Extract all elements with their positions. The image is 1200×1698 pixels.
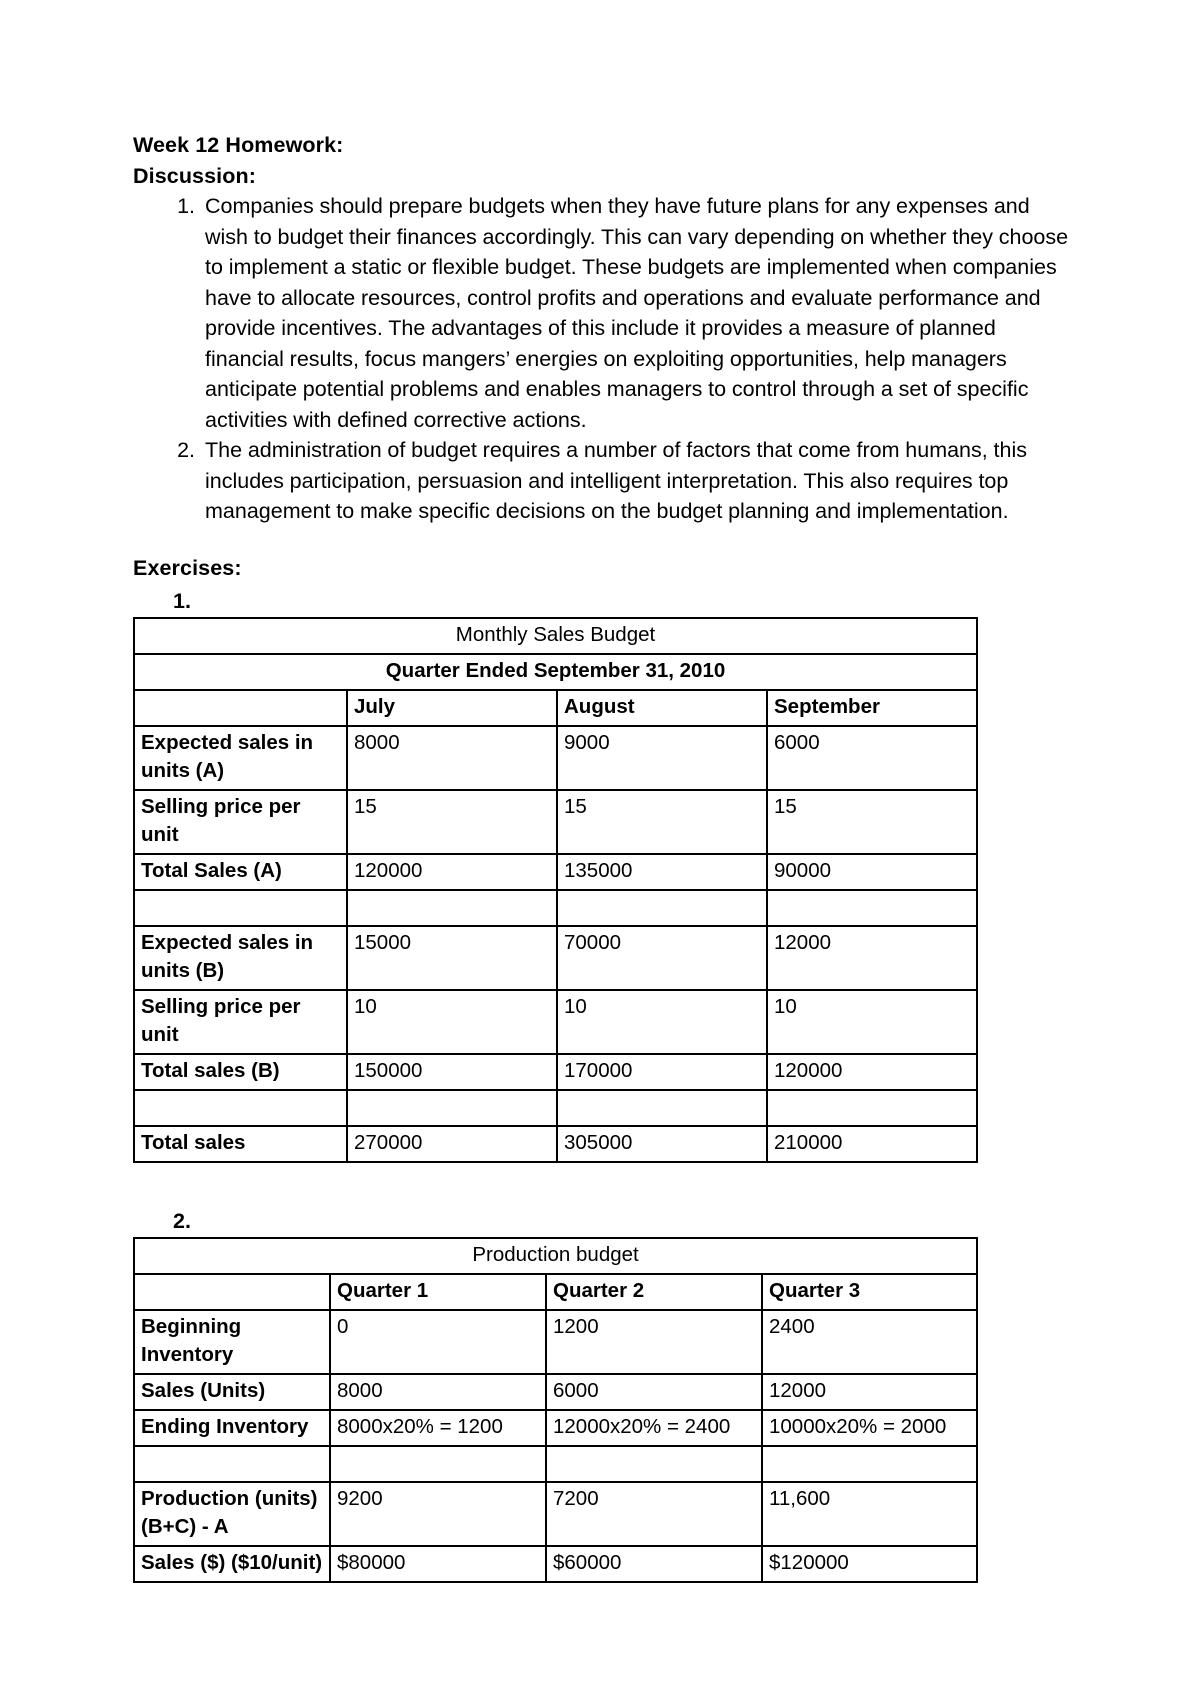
row-label: Expected sales in units (A) [134,726,347,790]
table-header-row [134,690,977,726]
row-value: $80000 [330,1546,546,1582]
table-row [134,726,977,790]
row-value: 70000 [557,926,767,990]
row-value: 15000 [347,926,557,990]
discussion-list [133,191,1075,527]
row-value: 120000 [347,854,557,890]
row-value: 6000 [546,1374,762,1410]
row-label [134,890,347,926]
row-value [347,890,557,926]
row-label: Selling price per unit [134,990,347,1054]
row-value: 6000 [767,726,977,790]
row-label: Selling price per unit [134,790,347,854]
list-item-number: 1. [177,194,195,218]
table-subtitle: Quarter Ended September 31, 2010 [134,654,977,690]
row-value: $120000 [762,1546,977,1582]
exercises-heading: Exercises: [133,555,242,580]
list-item-text: The administration of budget requires a number of factors that come from humans, this includes participation, persuasion and intelligent interpretation. This also requires top management to make specific decisions on the budget planning and implementation. [205,438,1027,523]
table-row [134,1126,977,1162]
row-value [557,1090,767,1126]
production-budget-table [133,1237,978,1583]
table-title: Monthly Sales Budget [134,618,977,654]
column-header-quarter-1: Quarter 1 [330,1274,546,1310]
row-value: 210000 [767,1126,977,1162]
row-value: 270000 [347,1126,557,1162]
table-spacer-row [134,890,977,926]
row-value: 10 [557,990,767,1054]
table-spacer-row [134,1090,977,1126]
column-header-quarter-3: Quarter 3 [762,1274,977,1310]
row-value: 1200 [546,1310,762,1374]
row-value: 10 [767,990,977,1054]
table-row [134,1374,977,1410]
row-value: 12000x20% = 2400 [546,1410,762,1446]
list-item [133,435,1075,527]
table-row [134,1482,977,1546]
row-label: Expected sales in units (B) [134,926,347,990]
list-item-number: 2. [177,438,195,462]
row-value: 120000 [767,1054,977,1090]
row-value: 8000x20% = 1200 [330,1410,546,1446]
document-body [133,130,1075,1583]
row-label: Sales ($) ($10/unit) [134,1546,330,1582]
list-item-text: Companies should prepare budgets when they have future plans for any expenses and wish to budget their finances accordingly. This can vary depending on whether they choose to implement a static or flexible budget. These budgets are implemented when companies have to allocate resources, control profits and operations and evaluate performance and provide incentives. The advantages of this include it provides a measure of planned financial results, focus mangers’ energies on exploiting opportunities, help managers anticipate potential problems and enables managers to control through a set of specific activities with defined corrective actions. [205,194,1069,432]
table-title: Production budget [134,1238,977,1274]
table-row [134,1546,977,1582]
row-label: Production (units) (B+C) - A [134,1482,330,1546]
table-row [134,926,977,990]
row-value: 15 [347,790,557,854]
row-value [767,1090,977,1126]
row-label [134,1446,330,1482]
row-value: 0 [330,1310,546,1374]
table-row [134,854,977,890]
row-value: 12000 [767,926,977,990]
row-value: 90000 [767,854,977,890]
row-value: 10 [347,990,557,1054]
column-header-blank [134,1274,330,1310]
spacer [133,527,1075,553]
row-label: Beginning Inventory [134,1310,330,1374]
row-value: 12000 [762,1374,977,1410]
monthly-sales-budget-table [133,617,978,1163]
row-label: Sales (Units) [134,1374,330,1410]
table-row [134,618,977,654]
column-header-july: July [347,690,557,726]
exercise-number-2: 2. [173,1209,191,1233]
table-row [134,790,977,854]
row-label: Total sales [134,1126,347,1162]
row-value: 170000 [557,1054,767,1090]
row-value: 9200 [330,1482,546,1546]
row-value: 15 [557,790,767,854]
column-header-quarter-2: Quarter 2 [546,1274,762,1310]
row-value: 150000 [347,1054,557,1090]
row-value [762,1446,977,1482]
table-row [134,1238,977,1274]
table-row [134,1054,977,1090]
row-value: 15 [767,790,977,854]
row-value: 11,600 [762,1482,977,1546]
table-spacer-row [134,1446,977,1482]
column-header-september: September [767,690,977,726]
table-header-row [134,1274,977,1310]
exercise-number-1: 1. [173,589,191,613]
table-row [134,1310,977,1374]
page-title: Week 12 Homework: [133,133,344,157]
row-value [347,1090,557,1126]
row-label [134,1090,347,1126]
row-value [546,1446,762,1482]
list-item [133,191,1075,435]
column-header-august: August [557,690,767,726]
column-header-blank [134,690,347,726]
row-label: Total sales (B) [134,1054,347,1090]
row-label: Total Sales (A) [134,854,347,890]
row-value: 135000 [557,854,767,890]
row-value: 305000 [557,1126,767,1162]
row-value: 9000 [557,726,767,790]
discussion-heading: Discussion: [133,163,256,188]
row-value: 10000x20% = 2000 [762,1410,977,1446]
row-value [767,890,977,926]
row-value: 2400 [762,1310,977,1374]
row-value: 8000 [347,726,557,790]
row-label: Ending Inventory [134,1410,330,1446]
table-row [134,654,977,690]
row-value: $60000 [546,1546,762,1582]
spacer [133,1163,1075,1203]
table-row [134,990,977,1054]
row-value: 8000 [330,1374,546,1410]
row-value [557,890,767,926]
row-value: 7200 [546,1482,762,1546]
row-value [330,1446,546,1482]
table-row [134,1410,977,1446]
